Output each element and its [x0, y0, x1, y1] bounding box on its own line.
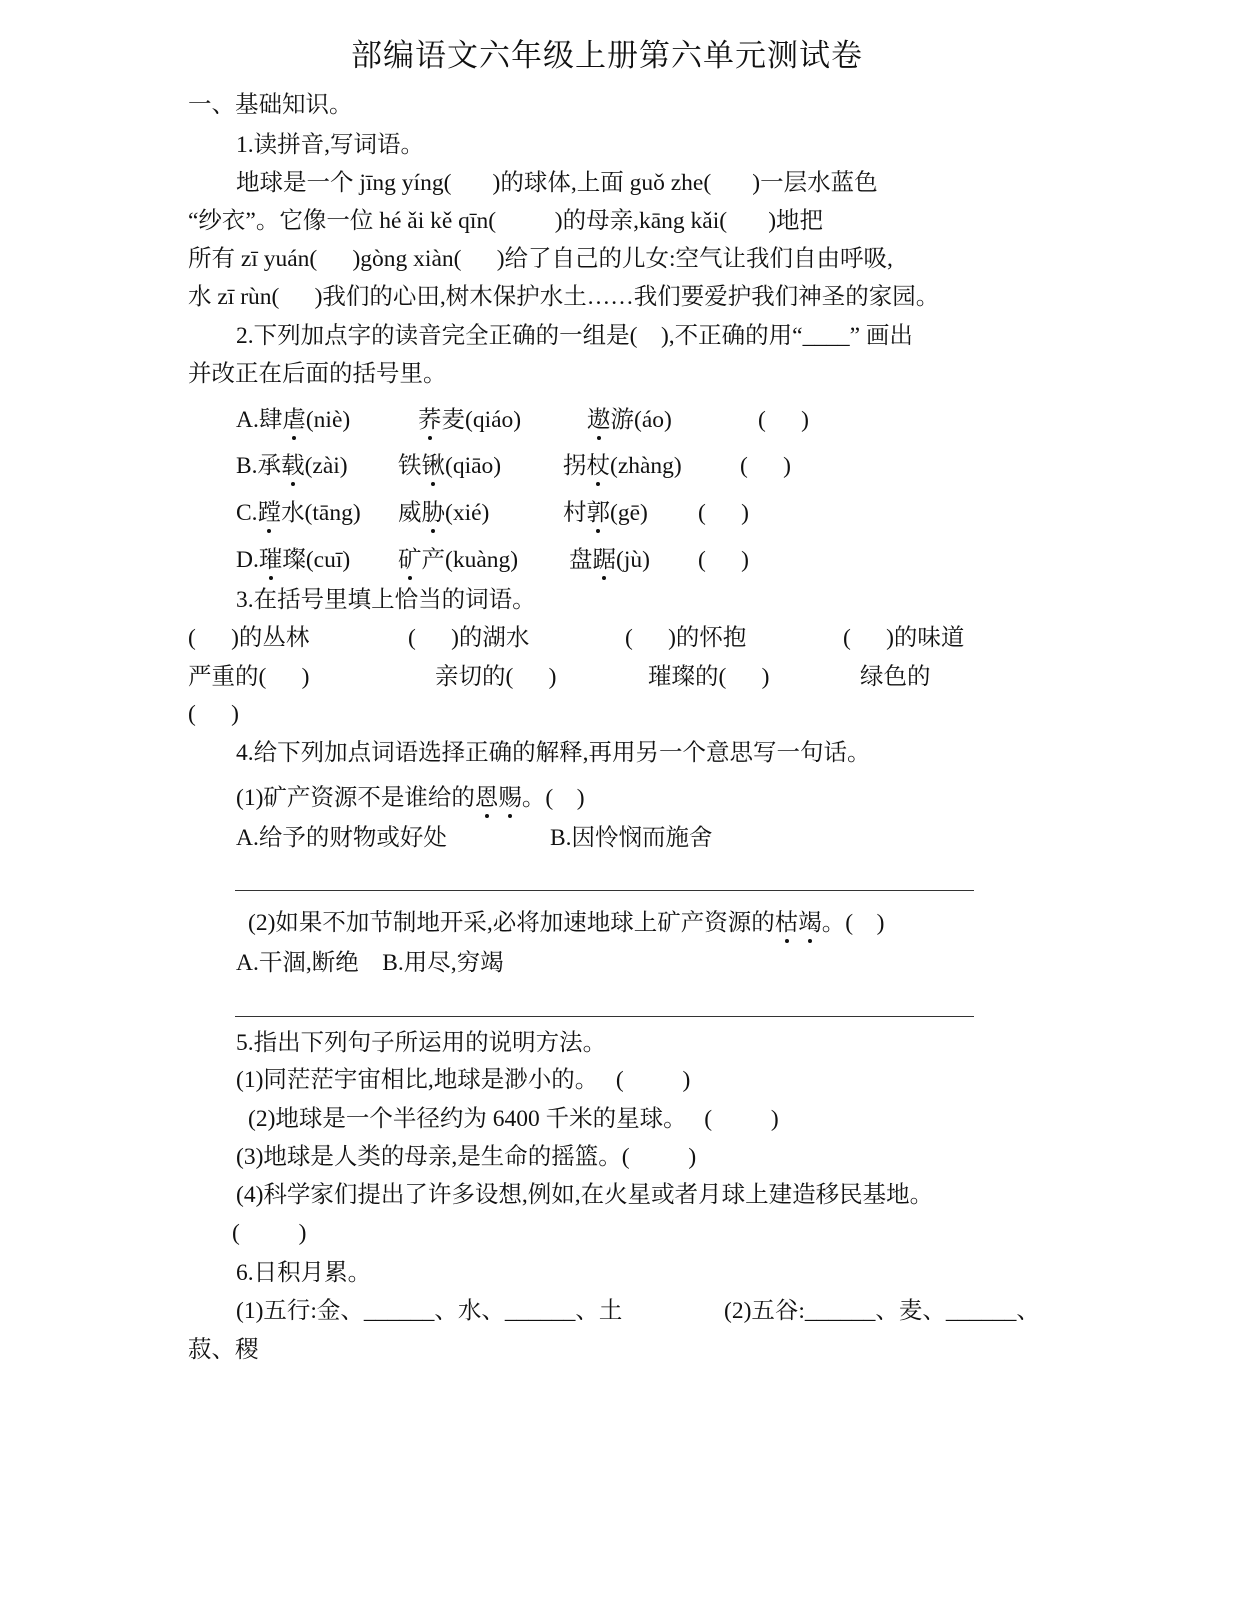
emphasized-character: 踞 [592, 547, 616, 573]
emphasized-character: 遨 [587, 407, 611, 433]
text-segment: A.肆 [236, 407, 283, 433]
text-segment: 水 zī rùn( )我们的心田,树木保护水土……我们要爱护我们神圣的家园。 [188, 284, 940, 310]
text-segment: 2.下列加点字的读音完全正确的一组是( ),不正确的用“____” 画出 [236, 323, 913, 349]
text-line [698, 545, 749, 575]
text-segment: (1)五行:金、______、水、______、土 [236, 1298, 623, 1324]
text-line [236, 1028, 606, 1058]
text-line [236, 783, 585, 813]
text-segment: 6.日积月累。 [236, 1260, 372, 1286]
text-segment: 绿色的 [860, 664, 931, 690]
text-segment: ( ) [758, 407, 809, 433]
text-segment: A.给予的财物或好处 [236, 825, 447, 851]
text-segment: (4)科学家们提出了许多设想,例如,在火星或者月球上建造移民基地。 [236, 1182, 934, 1208]
text-line [398, 498, 489, 528]
text-line [563, 498, 648, 528]
text-segment: 4.给下列加点词语选择正确的解释,再用另一个意思写一句话。 [236, 740, 871, 766]
text-line [236, 1180, 933, 1210]
answer-line-2[interactable] [235, 1016, 974, 1017]
text-segment: (qiāo) [445, 453, 502, 479]
text-line [236, 1142, 696, 1172]
text-segment: 3.在括号里填上恰当的词语。 [236, 587, 536, 613]
text-line [188, 244, 893, 274]
text-line [236, 498, 361, 528]
text-line [236, 1065, 690, 1095]
text-line [563, 451, 682, 481]
text-segment: 村 [563, 500, 587, 526]
text-line [724, 1296, 1040, 1326]
text-line [236, 948, 504, 978]
page-title: 部编语文六年级上册第六单元测试卷 [351, 38, 863, 73]
text-line [236, 451, 348, 481]
text-line [740, 451, 791, 481]
text-segment: B.因怜悯而施舍 [550, 825, 713, 851]
text-line [236, 585, 536, 615]
text-segment: 铁 [398, 453, 422, 479]
text-segment: 严重的( ) [188, 664, 310, 690]
text-line [236, 168, 878, 198]
text-segment: 一、基础知识。 [188, 92, 353, 118]
text-line [698, 498, 749, 528]
text-segment: ( )的味道 [843, 625, 965, 651]
text-segment: 璀璨的( ) [648, 664, 770, 690]
text-line [398, 545, 518, 575]
text-line [188, 206, 823, 236]
text-line [236, 405, 350, 435]
text-line [236, 1296, 622, 1326]
text-segment: (3)地球是人类的母亲,是生命的摇篮。( ) [236, 1144, 697, 1170]
text-segment: B.承 [236, 453, 282, 479]
text-segment: C. [236, 500, 258, 526]
text-line [648, 662, 769, 692]
text-line [435, 662, 556, 692]
text-segment: D. [236, 547, 259, 573]
emphasized-character: 赐 [498, 785, 522, 811]
text-segment: 地球是一个 jīng yíng( )的球体,上面 guǒ zhe( )一层水蓝色 [236, 170, 878, 196]
text-line [188, 623, 309, 653]
text-line [418, 405, 521, 435]
emphasized-character: 璀 [258, 547, 283, 573]
text-segment: 威 [398, 500, 422, 526]
text-line [236, 738, 871, 768]
text-line [236, 130, 424, 160]
emphasized-character: 枯 [774, 910, 799, 936]
text-line [860, 662, 931, 692]
text-line [236, 545, 350, 575]
text-segment: 所有 zī yuán( )gòng xiàn( )给了自己的儿女:空气让我们自由呼吸, [188, 246, 893, 272]
emphasized-character: 竭 [798, 910, 822, 936]
text-line [248, 1104, 779, 1134]
text-line [188, 359, 447, 389]
text-line [843, 623, 964, 653]
text-segment: 菽、稷 [188, 1337, 259, 1363]
text-segment: 游(áo) [610, 407, 672, 433]
emphasized-character: 载 [281, 453, 305, 479]
text-segment: (1)同茫茫宇宙相比,地球是渺小的。 ( ) [236, 1067, 691, 1093]
text-segment: 盘 [569, 547, 593, 573]
text-segment: 亲切的( ) [435, 664, 557, 690]
text-segment: 麦(qiáo) [441, 407, 522, 433]
text-segment: ( ) [232, 1220, 307, 1246]
emphasized-character: 胁 [421, 500, 445, 526]
emphasized-character: 锹 [421, 453, 445, 479]
text-line [188, 1335, 259, 1365]
emphasized-character: 杖 [586, 453, 610, 479]
text-segment: (2)五谷:______、麦、______、 [724, 1298, 1040, 1324]
text-line [625, 623, 746, 653]
text-line [236, 1258, 371, 1288]
text-line [232, 1218, 306, 1248]
text-segment: A.干涸,断绝 B.用尽,穷竭 [236, 950, 504, 976]
text-segment: (niè) [305, 407, 351, 433]
text-segment: (jù) [616, 547, 650, 573]
text-line [587, 405, 672, 435]
text-line [188, 662, 309, 692]
text-segment: 5.指出下列句子所运用的说明方法。 [236, 1030, 607, 1056]
text-line [569, 545, 650, 575]
text-segment: 1.读拼音,写词语。 [236, 132, 424, 158]
text-segment: 产(kuàng) [421, 547, 519, 573]
emphasized-character: 荞 [418, 407, 442, 433]
text-segment: (zhàng) [610, 453, 682, 479]
text-segment: 。( ) [821, 910, 885, 936]
text-segment: ( ) [188, 701, 239, 727]
text-segment: (zài) [304, 453, 348, 479]
text-segment: “纱衣”。它像一位 hé ǎi kě qīn( )的母亲,kāng kǎi( )地把 [188, 208, 824, 234]
text-segment: 璨(cuī) [282, 547, 351, 573]
emphasized-character: 蹚 [257, 500, 282, 526]
text-line [188, 282, 939, 312]
text-line [550, 823, 713, 853]
text-segment: (2)如果不加节制地开采,必将加速地球上矿产资源的 [248, 910, 775, 936]
text-segment: 拐 [563, 453, 587, 479]
text-segment: (1)矿产资源不是谁给的 [236, 785, 475, 811]
text-line [188, 699, 239, 729]
text-line [236, 321, 913, 351]
text-segment: 。( ) [521, 785, 585, 811]
text-segment: 水(tāng) [281, 500, 361, 526]
text-line [248, 908, 884, 938]
text-line [398, 451, 501, 481]
text-segment: ( ) [698, 500, 749, 526]
text-segment: ( )的怀抱 [625, 625, 747, 651]
text-segment: (gē) [610, 500, 648, 526]
text-segment: (2)地球是一个半径约为 6400 千米的星球。 ( ) [248, 1106, 779, 1132]
emphasized-character: 矿 [398, 547, 422, 573]
emphasized-character: 虐 [282, 407, 306, 433]
text-line [236, 823, 447, 853]
text-line [758, 405, 809, 435]
text-segment: ( )的丛林 [188, 625, 310, 651]
emphasized-character: 郭 [586, 500, 610, 526]
text-segment: ( ) [740, 453, 791, 479]
answer-line-1[interactable] [235, 890, 974, 891]
text-segment: ( )的湖水 [408, 625, 530, 651]
text-line [408, 623, 529, 653]
text-line [188, 90, 353, 120]
text-segment: ( ) [698, 547, 749, 573]
emphasized-character: 恩 [474, 785, 499, 811]
text-segment: (xié) [445, 500, 490, 526]
text-segment: 并改正在后面的括号里。 [188, 361, 447, 387]
